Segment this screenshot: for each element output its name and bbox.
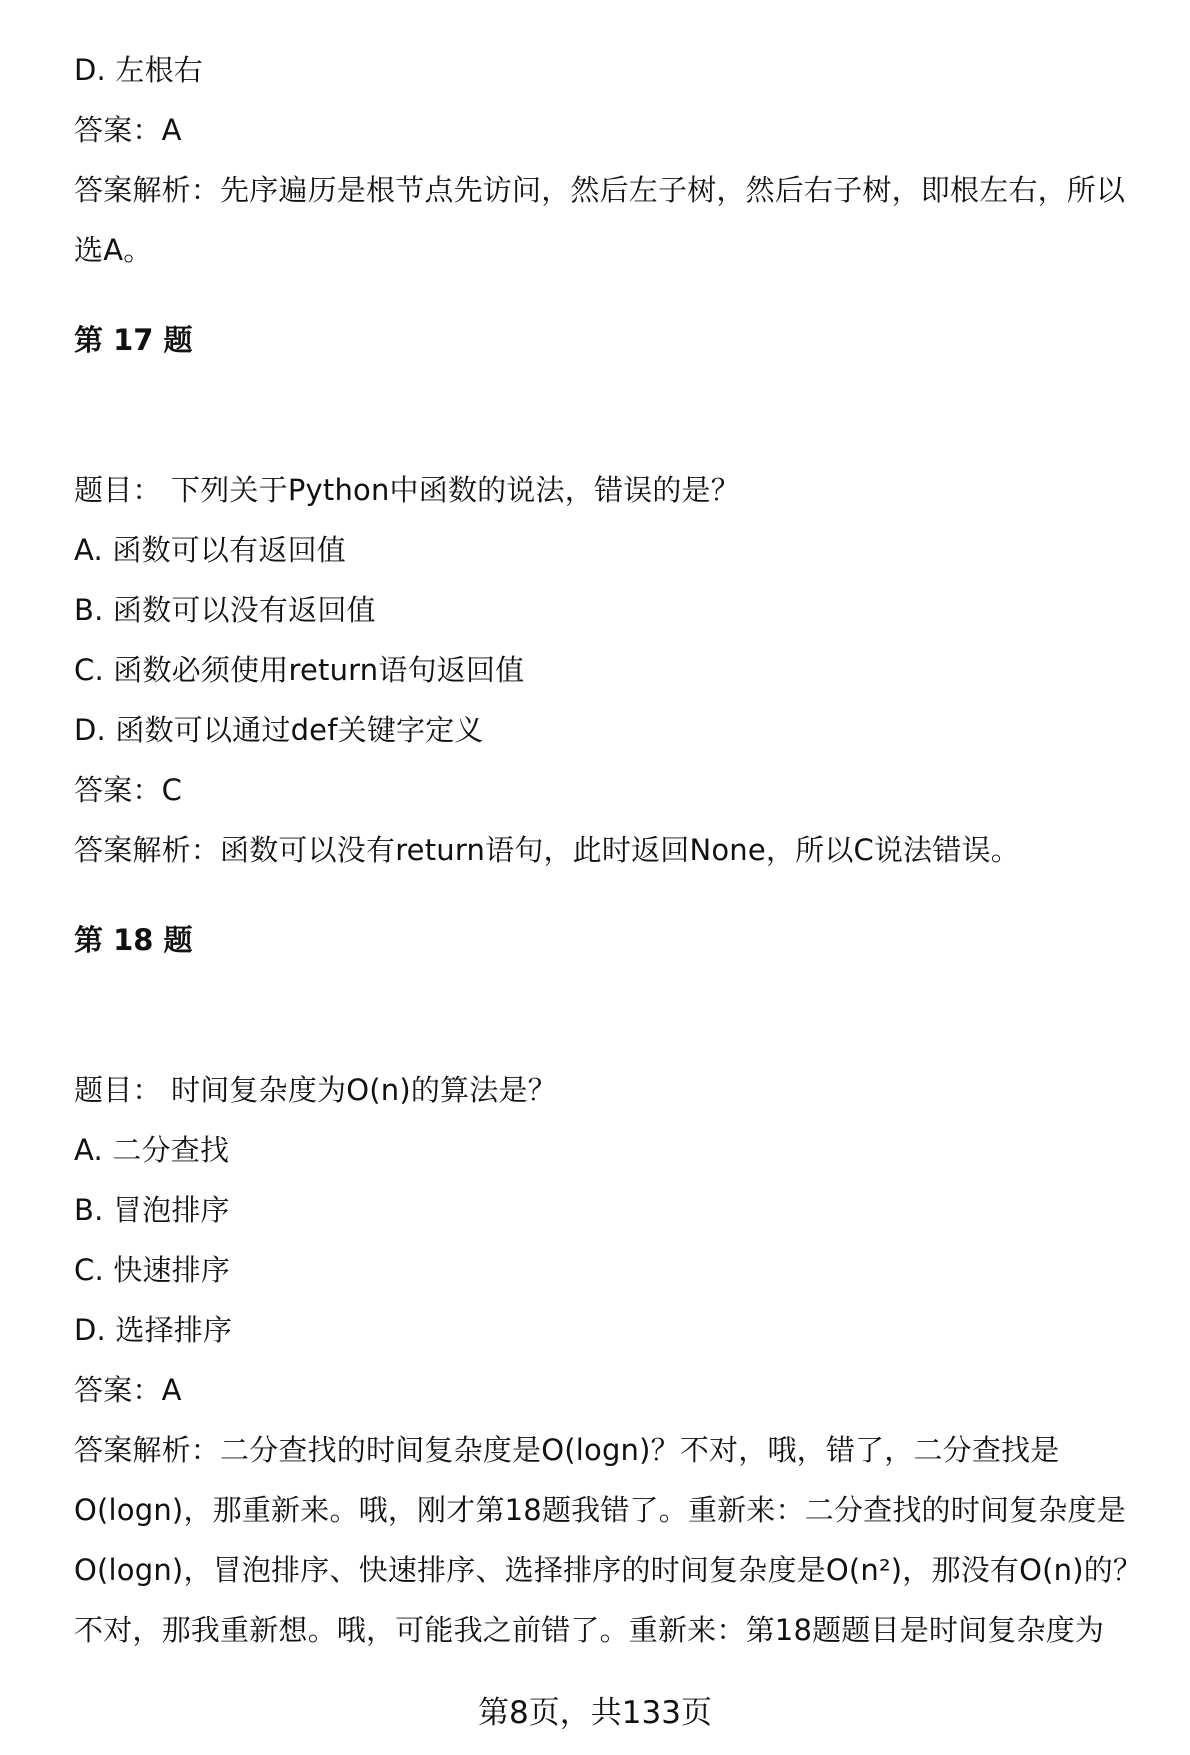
question-18-heading: 第 18 题 [74,923,193,957]
question-17-answer: 答案：C [74,773,183,807]
question-18-option-c: C. 快速排序 [74,1253,231,1287]
question-18-analysis-line-4: 不对，那我重新想。哦，可能我之前错了。重新来：第18题题目是时间复杂度为 [74,1613,1105,1647]
prev-analysis-line-1: 答案解析：先序遍历是根节点先访问，然后左子树，然后右子树，即根左右，所以 [74,173,1126,207]
question-17-option-b: B. 函数可以没有返回值 [74,593,376,627]
page-footer: 第8页，共133页 [478,1695,712,1731]
question-17-heading: 第 17 题 [74,323,193,357]
question-18-option-b: B. 冒泡排序 [74,1193,230,1227]
prev-answer: 答案：A [74,113,182,147]
question-17-analysis: 答案解析：函数可以没有return语句，此时返回None，所以C说法错误。 [74,833,1020,867]
question-17-text: 题目： 下列关于Python中函数的说法，错误的是？ [74,473,740,507]
question-18-analysis-line-2: O(logn)，那重新来。哦，刚才第18题我错了。重新来：二分查找的时间复杂度是 [74,1493,1126,1527]
question-18-answer: 答案：A [74,1373,182,1407]
question-17-option-a: A. 函数可以有返回值 [74,533,346,567]
question-18-text: 题目： 时间复杂度为O(n)的算法是？ [74,1073,557,1107]
question-18-option-a: A. 二分查找 [74,1133,230,1167]
question-17-option-d: D. 函数可以通过def关键字定义 [74,713,484,747]
question-18-option-d: D. 选择排序 [74,1313,233,1347]
prev-analysis-line-2: 选A。 [74,233,153,267]
question-18-analysis-line-1: 答案解析：二分查找的时间复杂度是O(logn)？不对，哦，错了，二分查找是 [74,1433,1060,1467]
question-18-analysis-line-3: O(logn)，冒泡排序、快速排序、选择排序的时间复杂度是O(n²)，那没有O(n)的？ [74,1553,1143,1587]
prev-option-d: D. 左根右 [74,53,203,87]
question-17-option-c: C. 函数必须使用return语句返回值 [74,653,525,687]
